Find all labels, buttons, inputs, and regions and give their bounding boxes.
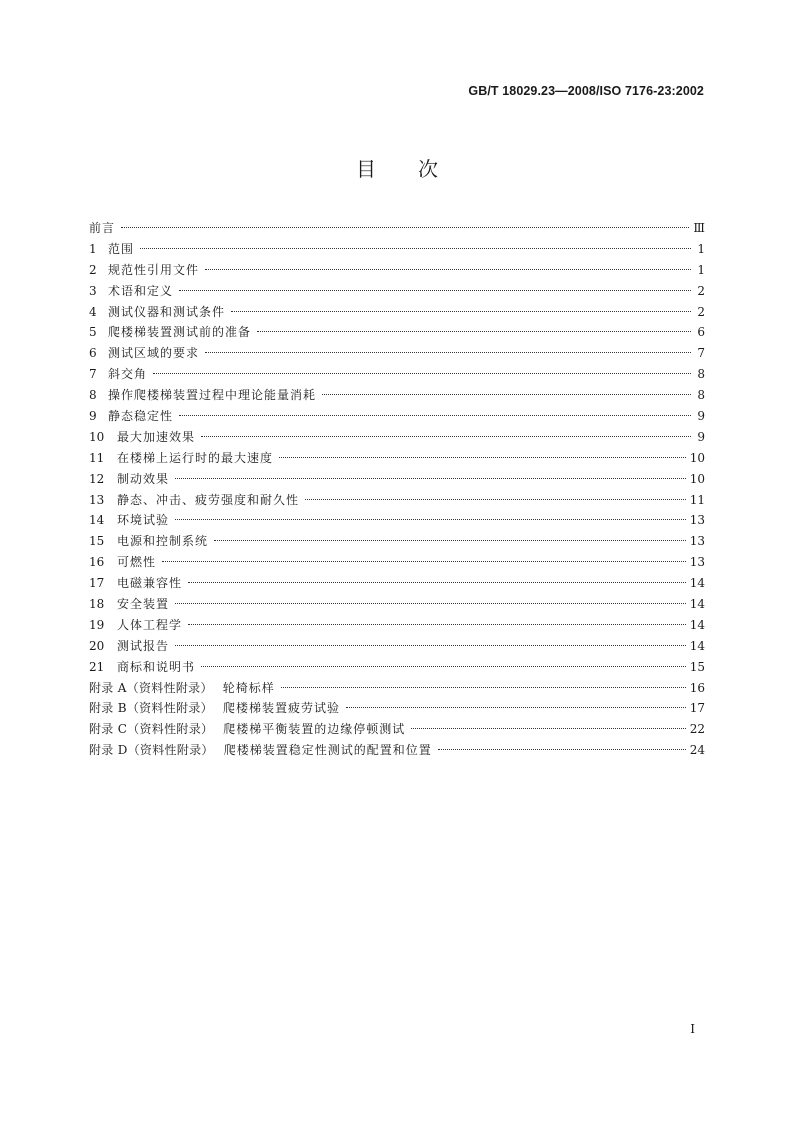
toc-entry-page: 10 <box>689 450 705 465</box>
dot-leader <box>214 540 686 541</box>
toc-annex-entry[interactable] <box>89 740 705 761</box>
toc-entry-number: 15 <box>89 534 105 549</box>
toc-entry[interactable] <box>89 594 705 615</box>
toc-entry-page: 22 <box>689 722 705 737</box>
toc-entry-page: 14 <box>689 638 705 653</box>
toc-entry[interactable] <box>89 322 705 343</box>
toc-entry-number: 19 <box>89 617 105 632</box>
table-of-contents <box>89 218 705 761</box>
toc-entry-page: 1 <box>697 241 705 256</box>
toc-entry-page: 6 <box>697 325 705 340</box>
dot-leader <box>305 499 686 500</box>
toc-entry-title: 爬楼梯平衡装置的边缘停顿测试 <box>223 722 406 737</box>
toc-entry-title: 测试仪器和测试条件 <box>108 304 226 319</box>
toc-entry[interactable] <box>89 302 705 323</box>
dot-leader <box>205 269 691 270</box>
toc-entry-title: 人体工程学 <box>117 617 183 632</box>
toc-entry-title: 范围 <box>108 241 135 256</box>
toc-entry-number: 11 <box>89 450 105 465</box>
toc-entry-title: 安全装置 <box>117 597 170 612</box>
toc-entry-number: 13 <box>89 492 105 507</box>
toc-entry[interactable] <box>89 385 705 406</box>
dot-leader <box>175 478 686 479</box>
toc-entry-title: 爬楼梯装置测试前的准备 <box>108 325 252 340</box>
dot-leader <box>279 457 686 458</box>
toc-entry-foreword[interactable] <box>89 218 705 239</box>
toc-annex-entry[interactable] <box>89 719 705 740</box>
toc-entry[interactable] <box>89 281 705 302</box>
toc-entry-title: 测试区域的要求 <box>108 346 200 361</box>
toc-annex-entry[interactable] <box>89 698 705 719</box>
toc-entry-number: 7 <box>89 367 97 382</box>
toc-entry-page: 1 <box>697 262 705 277</box>
toc-entry-title: 在楼梯上运行时的最大速度 <box>117 450 274 465</box>
toc-entry-number: 8 <box>89 388 97 403</box>
dot-leader <box>281 687 686 688</box>
annex-prefix: 附录 B（资料性附录） <box>89 701 213 716</box>
toc-entry-page: 17 <box>689 701 705 716</box>
toc-entry-number: 9 <box>89 409 97 424</box>
toc-entry-number: 21 <box>89 659 105 674</box>
dot-leader <box>179 415 691 416</box>
toc-entry[interactable] <box>89 260 705 281</box>
toc-entry-number: 16 <box>89 555 105 570</box>
toc-entry[interactable] <box>89 636 705 657</box>
toc-entry-page: 13 <box>689 534 705 549</box>
dot-leader <box>140 248 691 249</box>
toc-entry[interactable] <box>89 406 705 427</box>
dot-leader <box>121 227 689 228</box>
toc-entry-number: 18 <box>89 597 105 612</box>
toc-entry-page: 13 <box>689 555 705 570</box>
toc-entry-page: 14 <box>689 576 705 591</box>
toc-entry-title: 前言 <box>89 221 116 235</box>
toc-entry-title: 可燃性 <box>117 555 157 570</box>
dot-leader <box>188 582 686 583</box>
standard-number-header: GB/T 18029.23—2008/ISO 7176-23:2002 <box>468 84 704 98</box>
annex-prefix: 附录 C（资料性附录） <box>89 722 214 737</box>
toc-entry[interactable] <box>89 364 705 385</box>
toc-entry-title: 爬楼梯装置疲劳试验 <box>222 701 340 716</box>
toc-entry[interactable] <box>89 657 705 678</box>
toc-entry-page: 14 <box>689 617 705 632</box>
toc-entry-page: 9 <box>697 429 705 444</box>
toc-entry-page: 2 <box>697 283 705 298</box>
toc-entry[interactable] <box>89 343 705 364</box>
toc-entry-title: 电源和控制系统 <box>117 534 209 549</box>
toc-entry-title: 静态稳定性 <box>108 409 174 424</box>
toc-entry-title: 制动效果 <box>117 471 170 486</box>
toc-entry-page: 14 <box>689 597 705 612</box>
toc-entry-title: 最大加速效果 <box>117 429 196 444</box>
toc-entry[interactable] <box>89 448 705 469</box>
dot-leader <box>322 394 691 395</box>
dot-leader <box>346 707 686 708</box>
toc-entry-number: 17 <box>89 576 105 591</box>
toc-entry-page: 11 <box>689 492 705 507</box>
toc-entry-page: 16 <box>689 680 705 695</box>
annex-prefix: 附录 A（资料性附录） <box>89 680 213 695</box>
toc-entry-number: 6 <box>89 346 97 361</box>
toc-entry-page: 8 <box>697 367 705 382</box>
dot-leader <box>201 436 691 437</box>
toc-entry[interactable] <box>89 427 705 448</box>
toc-entry-title: 测试报告 <box>117 638 170 653</box>
toc-entry-page: 24 <box>689 743 705 758</box>
dot-leader <box>179 290 691 291</box>
dot-leader <box>175 603 686 604</box>
toc-entry[interactable] <box>89 531 705 552</box>
dot-leader <box>175 645 686 646</box>
page-title: 目次 <box>356 157 480 181</box>
toc-entry-page: 2 <box>697 304 705 319</box>
toc-entry-number: 10 <box>89 429 105 444</box>
dot-leader <box>162 561 686 562</box>
toc-entry-number: 14 <box>89 513 105 528</box>
dot-leader <box>153 373 691 374</box>
dot-leader <box>175 519 686 520</box>
dot-leader <box>411 728 685 729</box>
toc-entry-title: 爬楼梯装置稳定性测试的配置和位置 <box>223 743 432 758</box>
toc-entry-page: 9 <box>697 409 705 424</box>
dot-leader <box>438 749 686 750</box>
toc-entry-page: Ⅲ <box>693 221 705 235</box>
toc-entry[interactable] <box>89 615 705 636</box>
toc-entry-title: 规范性引用文件 <box>108 262 200 277</box>
dot-leader <box>188 624 686 625</box>
toc-entry-title: 商标和说明书 <box>117 659 196 674</box>
toc-entry-page: 13 <box>689 513 705 528</box>
dot-leader <box>201 666 686 667</box>
toc-entry[interactable] <box>89 469 705 490</box>
toc-entry-number: 12 <box>89 471 105 486</box>
annex-prefix: 附录 D（资料性附录） <box>89 743 214 758</box>
toc-entry-title: 电磁兼容性 <box>117 576 183 591</box>
dot-leader <box>257 331 691 332</box>
toc-entry-title: 轮椅标样 <box>222 680 275 695</box>
toc-entry-page: 8 <box>697 388 705 403</box>
toc-entry[interactable] <box>89 239 705 260</box>
toc-entry-number: 2 <box>89 262 97 277</box>
toc-entry-title: 静态、冲击、疲劳强度和耐久性 <box>117 492 300 507</box>
toc-entry-number: 5 <box>89 325 97 340</box>
toc-entry-page: 15 <box>689 659 705 674</box>
toc-entry-title: 环境试验 <box>117 513 170 528</box>
toc-entry-title: 术语和定义 <box>108 283 174 298</box>
toc-entry-title: 斜交角 <box>108 367 148 382</box>
toc-entry-title: 操作爬楼梯装置过程中理论能量消耗 <box>108 388 317 403</box>
toc-entry-page: 7 <box>697 346 705 361</box>
toc-entry[interactable] <box>89 552 705 573</box>
toc-entry[interactable] <box>89 573 705 594</box>
toc-entry-number: 1 <box>89 241 97 256</box>
toc-entry-number: 20 <box>89 638 105 653</box>
dot-leader <box>231 311 691 312</box>
page-folio: I <box>690 1022 695 1036</box>
toc-annex-entry[interactable] <box>89 678 705 699</box>
toc-entry[interactable] <box>89 490 705 511</box>
toc-entry-page: 10 <box>689 471 705 486</box>
toc-entry[interactable] <box>89 510 705 531</box>
toc-entry-number: 4 <box>89 304 97 319</box>
toc-entry-number: 3 <box>89 283 97 298</box>
dot-leader <box>205 352 691 353</box>
